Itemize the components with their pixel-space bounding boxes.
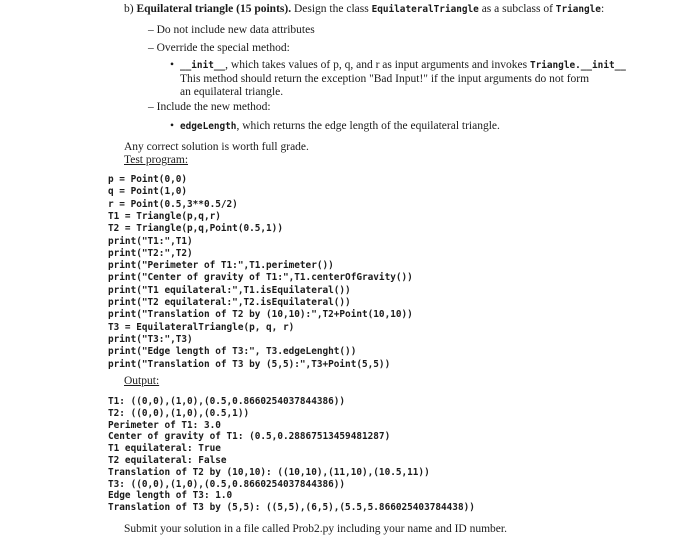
code-line: print("T1:",T1) [108,235,193,247]
output-line: T3: ((0,0),(1,0),(0.5,0.8660254037844386)) [108,478,346,490]
edge-description [180,119,500,134]
code-line: T1 = Triangle(p,q,r) [108,210,221,222]
requirement-include: – Include the new method: [148,101,271,113]
output-heading: Output: [124,375,160,387]
output-line: T2 equilateral: False [108,455,227,466]
class-name: EquilateralTriangle [371,4,479,15]
init-text-1: , which takes values of p, q, and r as input arguments and invokes [225,59,530,71]
code-line: print("Center of gravity of T1:",T1.centerOfGravity()) [108,272,413,284]
requirement-no-attributes: – Do not include new data attributes [148,24,315,36]
output-line: T1 equilateral: True [108,443,221,455]
problem-label: b) [124,3,134,15]
output-line: Center of gravity of T1: (0.5,0.28867513459481287) [108,431,391,443]
submission-note: Submit your solution in a file called Prob2.py including your name and ID number. [124,523,507,535]
code-line: q = Point(1,0) [108,186,188,198]
output-line: Perimeter of T1: 3.0 [108,419,221,431]
edge-text: , which returns the edge length of the equilateral triangle. [236,120,500,132]
heading-colon: : [600,3,605,15]
output-line: T1: ((0,0),(1,0),(0.5,0.8660254037844386)) [108,396,346,407]
init-method-name: __init__ [180,60,226,71]
code-line: p = Point(0,0) [108,174,188,185]
init-text-2: This method should return the exception "Bad Input!" if the input arguments do not form [180,73,590,85]
bullet-icon: • [170,59,175,71]
code-line: print("T2:",T2) [108,247,193,259]
init-description [180,58,626,73]
code-line: print("T1 equilateral:",T1.isEquilateral()) [108,284,351,296]
problem-desc-2: as a subclass of [478,3,556,15]
edge-method-name: edgeLength [180,121,237,132]
code-line: T2 = Triangle(p,q,Point(0.5,1)) [108,223,283,235]
bullet-icon: • [170,120,175,132]
requirement-override: – Override the special method: [148,42,290,54]
output-line: T2: ((0,0),(1,0),(0.5,1)) [108,407,250,419]
output-line: Translation of T2 by (10,10): ((10,10),(11,10),(10.5,11)) [108,466,430,478]
init-call: Triangle.__init__ [529,60,626,71]
code-line: print("Translation of T2 by (10,10):",T2+Point(10,10)) [108,309,413,321]
problem-desc-1: Design the class [291,3,372,15]
code-line: r = Point(0.5,3**0.5/2) [108,198,238,210]
output-line: Edge length of T3: 1.0 [108,490,233,502]
code-line: print("T3:",T3) [108,333,193,345]
problem-title: Equilateral triangle (15 points). [136,3,292,15]
code-line: T3 = EquilateralTriangle(p, q, r) [108,321,295,333]
code-line: print("Translation of T3 by (5,5):",T3+Point(5,5)) [108,358,391,370]
code-line: print("Perimeter of T1:",T1.perimeter()) [108,260,334,272]
code-line: print("T2 equilateral:",T2.isEquilateral()) [108,297,351,308]
base-class-name: Triangle [555,4,601,15]
test-program-heading: Test program: [124,154,189,166]
code-line: print("Edge length of T3:", T3.edgeLenght()) [108,346,357,358]
init-text-3: an equilateral triangle. [180,86,284,98]
problem-heading [124,2,604,17]
grading-note: Any correct solution is worth full grade. [124,141,309,153]
output-line: Translation of T3 by (5,5): ((5,5),(6,5),(5.5,5.866025403784438)) [108,502,475,514]
